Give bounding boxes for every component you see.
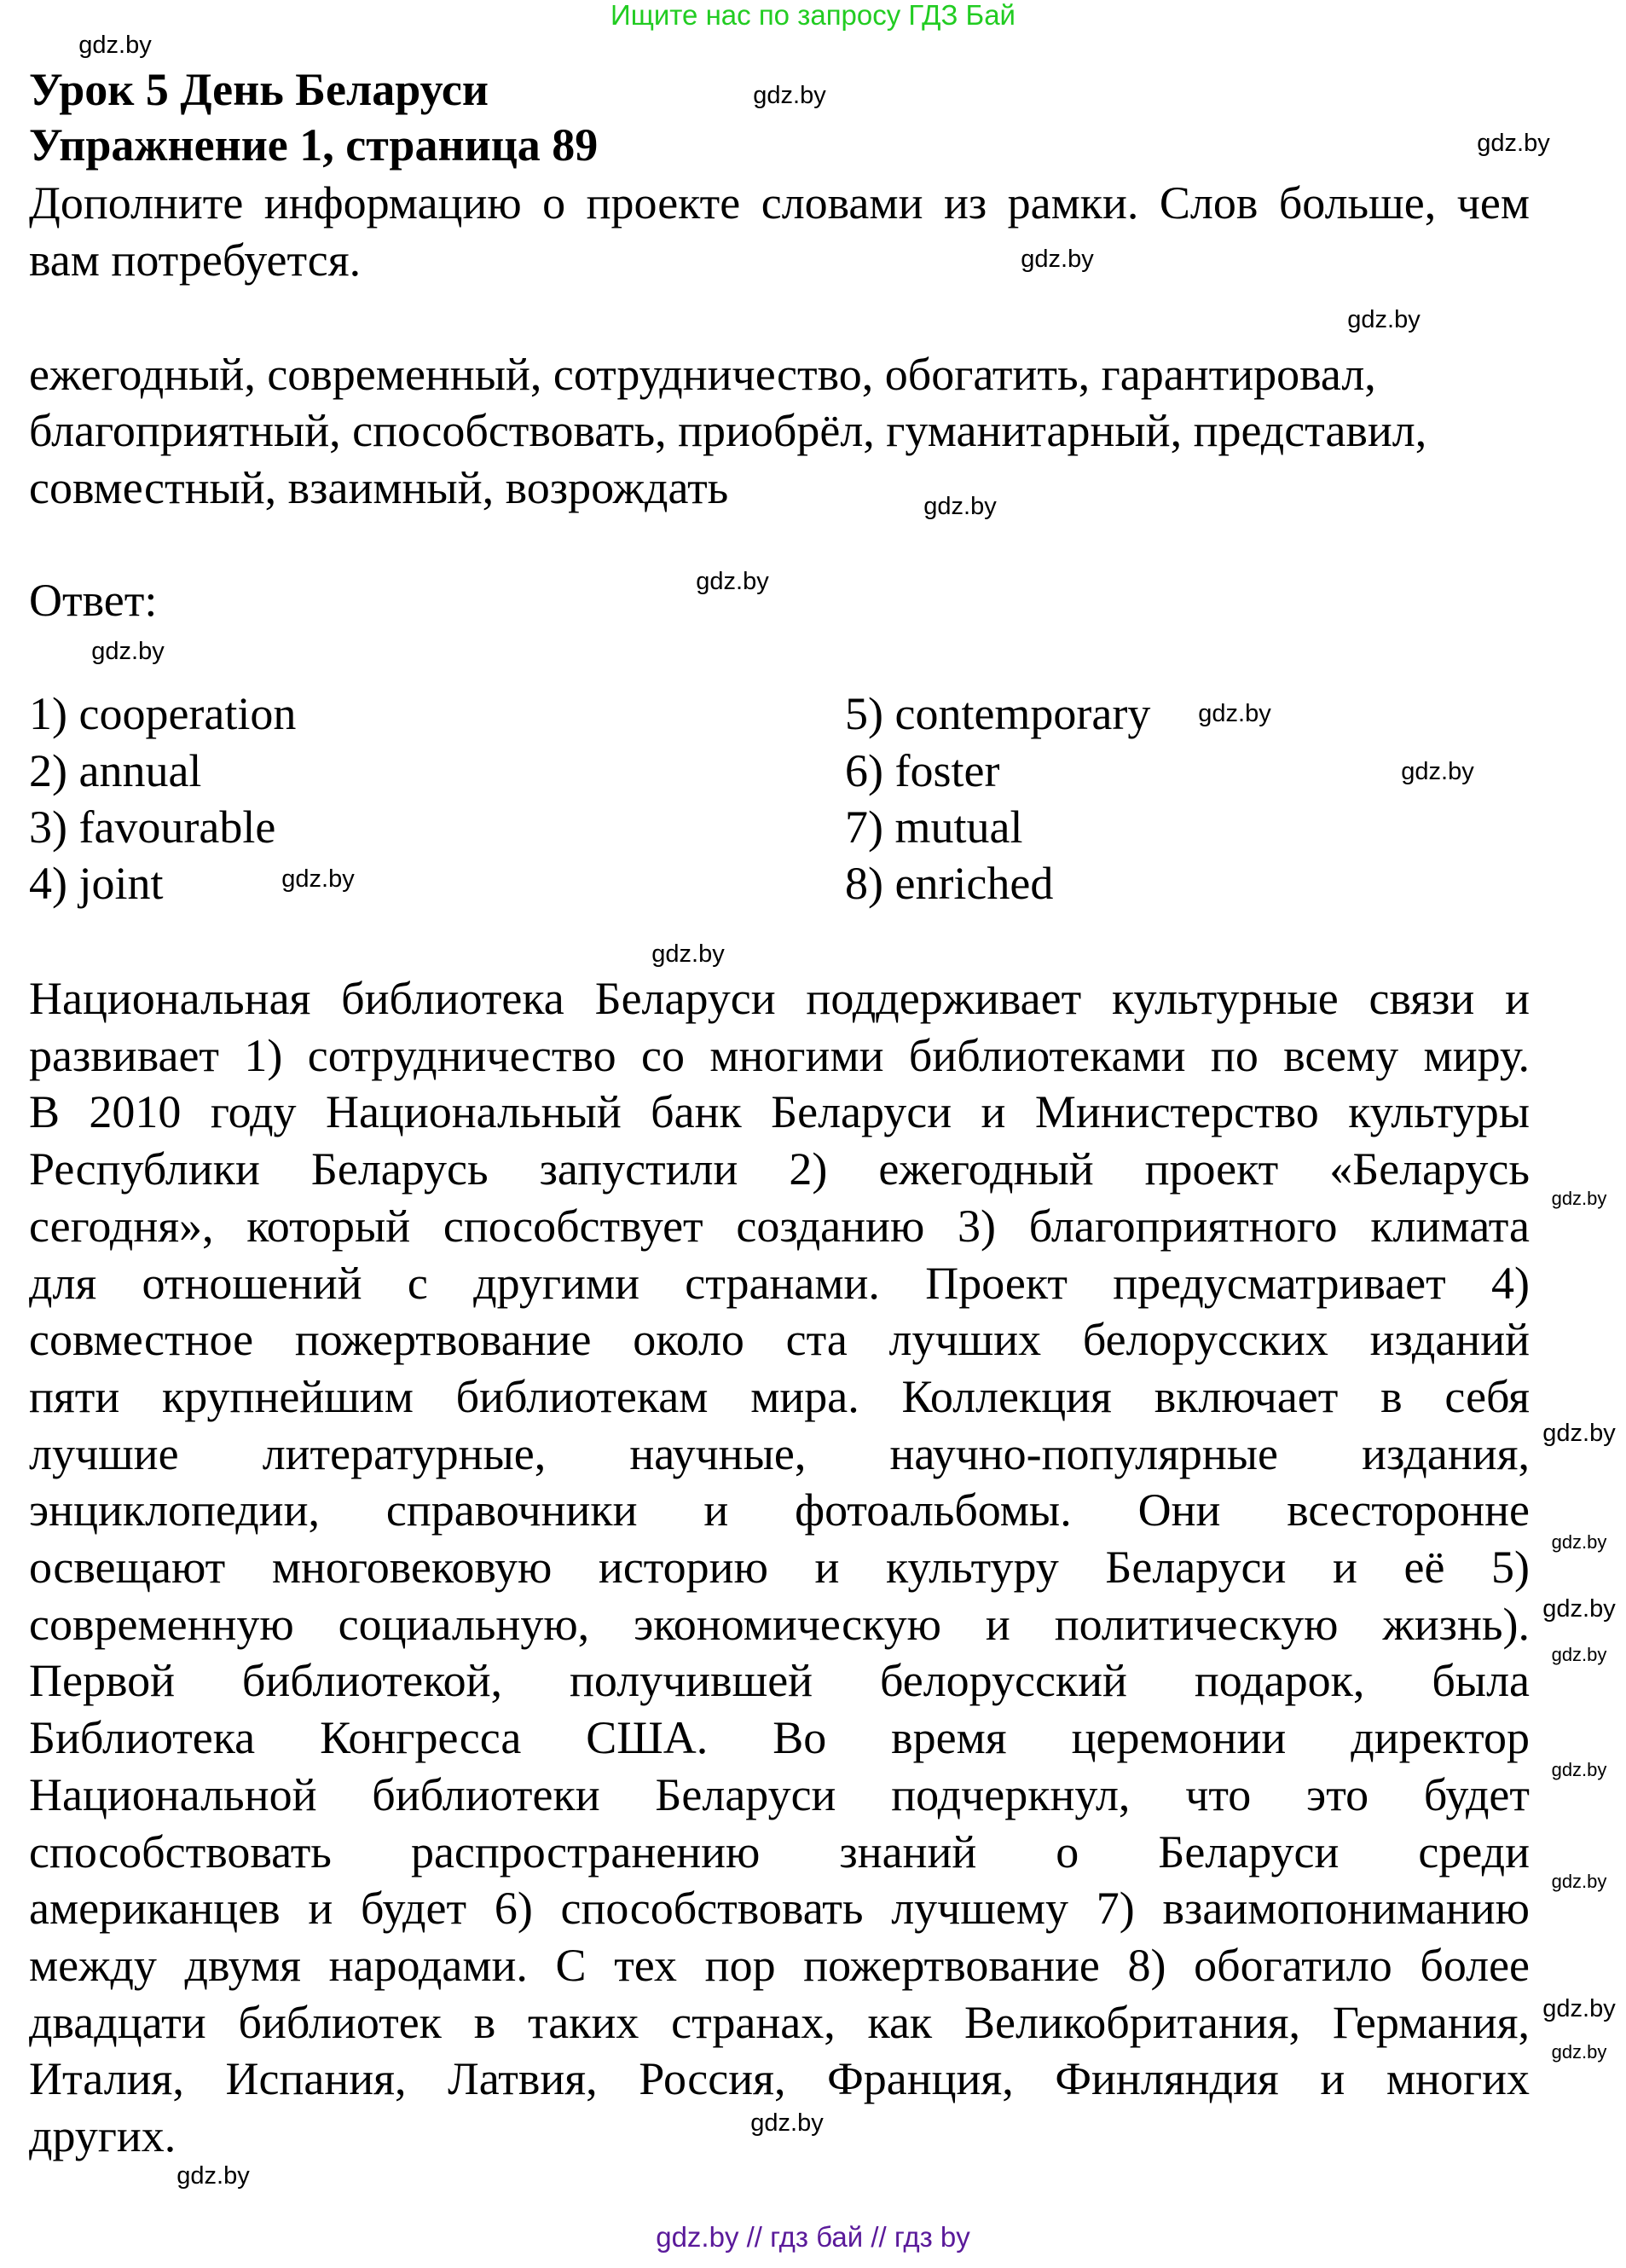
answer-item: 7) mutual <box>845 801 1023 853</box>
answer-item: 4) joint <box>29 858 164 909</box>
watermark: gdz.by <box>1021 246 1094 273</box>
exercise-title: Упражнение 1, страница 89 <box>29 119 599 171</box>
paragraph-line: между двумя народами. С тех пор пожертвование 8) обогатило более <box>29 1939 1530 1991</box>
watermark: gdz.by <box>1347 306 1421 333</box>
watermark: gdz.by <box>1477 130 1550 157</box>
paragraph-line: американцев и будет 6) способствовать лучшему 7) взаимопониманию <box>29 1883 1530 1935</box>
paragraph-line: для отношений с другими странами. Проект предусматривает 4) <box>29 1257 1530 1309</box>
paragraph-line: пяти крупнейшим библиотекам мира. Коллекция включает в себя <box>29 1370 1530 1422</box>
answer-item: 8) enriched <box>845 858 1054 909</box>
paragraph-line: Республики Беларусь запустили 2) ежегодный проект «Беларусь <box>29 1143 1530 1195</box>
paragraph-line: современную социальную, экономическую и политическую жизнь). <box>29 1598 1530 1650</box>
paragraph-line: других. <box>29 2110 176 2161</box>
paragraph-line: Национальной библиотеки Беларуси подчеркнул, что это будет <box>29 1768 1530 1820</box>
watermark: gdz.by <box>91 638 165 665</box>
watermark: gdz.by <box>1401 758 1474 785</box>
watermark: gdz.by <box>1542 1995 1616 2022</box>
watermark: gdz.by <box>176 2162 250 2190</box>
watermark: gdz.by <box>651 940 725 968</box>
paragraph-line: лучшие литературные, научные, научно-популярные издания, <box>29 1427 1530 1479</box>
watermark: gdz.by <box>1551 1759 1607 1780</box>
answer-item: 6) foster <box>845 745 1000 796</box>
watermark: gdz.by <box>1551 1531 1607 1553</box>
lesson-title: Урок 5 День Беларуси <box>29 64 489 115</box>
paragraph-line: Библиотека Конгресса США. Во время церемонии директор <box>29 1712 1530 1764</box>
watermark: gdz.by <box>1551 1871 1607 1892</box>
answer-item: 2) annual <box>29 745 202 796</box>
paragraph-line: Италия, Испания, Латвия, Россия, Франция, Финляндия и многих <box>29 2053 1530 2105</box>
word-box-line: совместный, взаимный, возрождать <box>29 462 729 513</box>
paragraph-line: развивает 1) сотрудничество со многими библиотеками по всему миру. <box>29 1029 1530 1081</box>
instruction-line: Дополните информацию о проекте словами из рамки. Слов больше, чем <box>29 177 1530 229</box>
paragraph-line: сегодня», который способствует созданию 3) благоприятного климата <box>29 1200 1530 1252</box>
paragraph-line: освещают многовековую историю и культуру Беларуси и её 5) <box>29 1542 1530 1593</box>
paragraph-line: Национальная библиотека Беларуси поддерживает культурные связи и <box>29 973 1530 1024</box>
watermark: gdz.by <box>1542 1595 1616 1623</box>
answer-item: 3) favourable <box>29 801 276 853</box>
paragraph-line: двадцати библиотек в таких странах, как Великобритания, Германия, <box>29 1996 1530 2048</box>
instruction-line: вам потребуется. <box>29 234 362 286</box>
watermark: gdz.by <box>1198 700 1271 727</box>
answer-item: 1) cooperation <box>29 688 297 739</box>
word-box-line: благоприятный, способствовать, приобрёл, гуманитарный, представил, <box>29 405 1427 456</box>
paragraph-line: энциклопедии, справочники и фотоальбомы. Они всесторонне <box>29 1484 1530 1536</box>
watermark: gdz.by <box>1542 1420 1616 1447</box>
paragraph-line: В 2010 году Национальный банк Беларуси и Министерство культуры <box>29 1086 1530 1138</box>
watermark: gdz.by <box>1551 2041 1607 2063</box>
paragraph-line: способствовать распространению знаний о Беларуси среди <box>29 1825 1530 1877</box>
watermark: gdz.by <box>753 82 826 109</box>
paragraph-line: Первой библиотекой, получившей белорусский подарок, была <box>29 1655 1530 1707</box>
footer-links[interactable]: gdz.by // гдз бай // гдз by <box>656 2221 970 2253</box>
watermark: gdz.by <box>78 32 152 59</box>
answer-label: Ответ: <box>29 575 158 626</box>
word-box-line: ежегодный, современный, сотрудничество, обогатить, гарантировал, <box>29 349 1376 400</box>
promo-link[interactable]: Ищите нас по запросу ГДЗ Бай <box>610 0 1016 31</box>
watermark: gdz.by <box>696 568 769 595</box>
paragraph-line: совместное пожертвование около ста лучших белорусских изданий <box>29 1314 1530 1366</box>
watermark: gdz.by <box>750 2109 824 2137</box>
answer-item: 5) contemporary <box>845 688 1151 739</box>
watermark: gdz.by <box>1551 1644 1607 1665</box>
watermark: gdz.by <box>281 865 355 893</box>
watermark: gdz.by <box>1551 1188 1607 1209</box>
watermark: gdz.by <box>923 493 997 520</box>
